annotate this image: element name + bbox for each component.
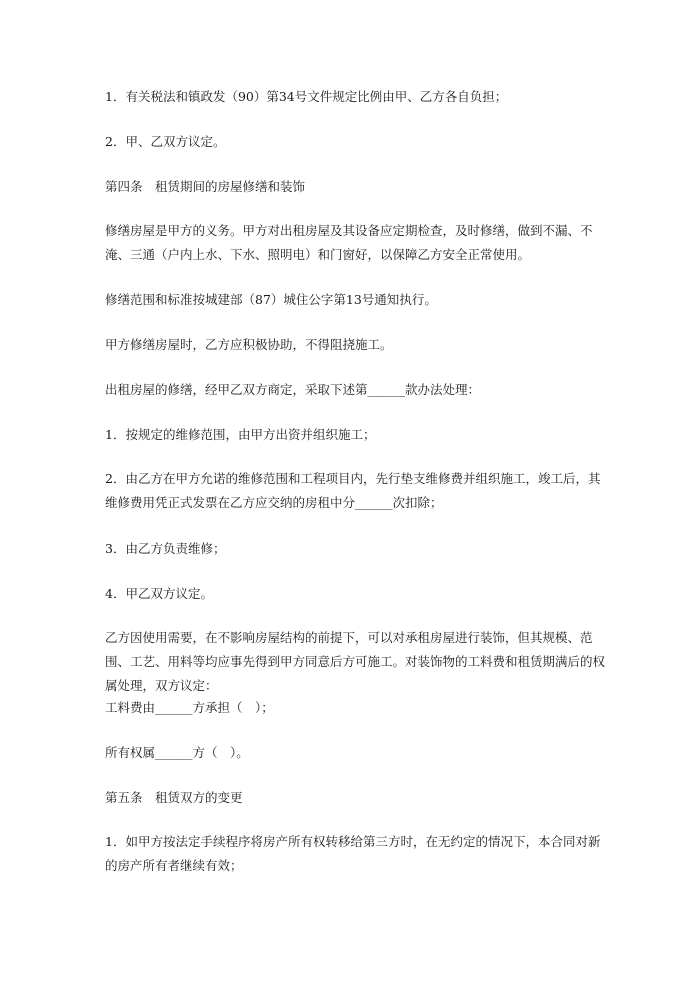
paragraph-method-4: 4．甲乙双方议定。 [105, 586, 213, 601]
paragraph-transfer: 1．如甲方按法定手续程序将房产所有权转移给第三方时，在无约定的情况下，本合同对新的房产所有者继续有效； [105, 834, 601, 873]
paragraph-material-cost: 工料费由______方承担（ ）； [105, 700, 274, 715]
article-4-heading: 第四条 租赁期间的房屋修缮和装饰 [105, 179, 306, 194]
paragraph-decoration: 乙方因使用需要，在不影响房屋结构的前提下，可以对承租房屋进行装饰，但其规模、范围、工艺、用料等均应事先得到甲方同意后方可施工。对装饰物的工料费和租赁期满后的权属处理，双方议定： [105, 630, 606, 693]
article-5-heading: 第五条 租赁双方的变更 [105, 790, 243, 805]
paragraph-method-2: 2．由乙方在甲方允诺的维修范围和工程项目内，先行垫支维修费并组织施工，竣工后，其维修费用凭正式发票在乙方应交纳的房租中分______次扣除； [105, 471, 601, 510]
paragraph-repair-standard: 修缮范围和标准按城建部（87）城住公字第13号通知执行。 [105, 292, 437, 307]
paragraph-repair-duty: 修缮房屋是甲方的义务。甲方对出租房屋及其设备应定期检查，及时修缮，做到不漏、不淹、三通（户内上水、下水、照明电）和门窗好，以保障乙方安全正常使用。 [105, 223, 593, 262]
paragraph-repair-method: 出租房屋的修缮，经甲乙双方商定，采取下述第______款办法处理： [105, 382, 481, 397]
paragraph-ownership: 所有权属______方（ ）。 [105, 745, 249, 760]
paragraph-tax-agreement: 2．甲、乙双方议定。 [105, 134, 226, 149]
paragraph-tax-clause: 1．有关税法和镇政发（90）第34号文件规定比例由甲、乙方各自负担； [105, 89, 508, 104]
paragraph-repair-cooperation: 甲方修缮房屋时，乙方应积极协助，不得阻挠施工。 [105, 337, 393, 352]
paragraph-method-1: 1．按规定的维修范围，由甲方出资并组织施工； [105, 427, 376, 442]
paragraph-method-3: 3．由乙方负责维修； [105, 541, 226, 556]
